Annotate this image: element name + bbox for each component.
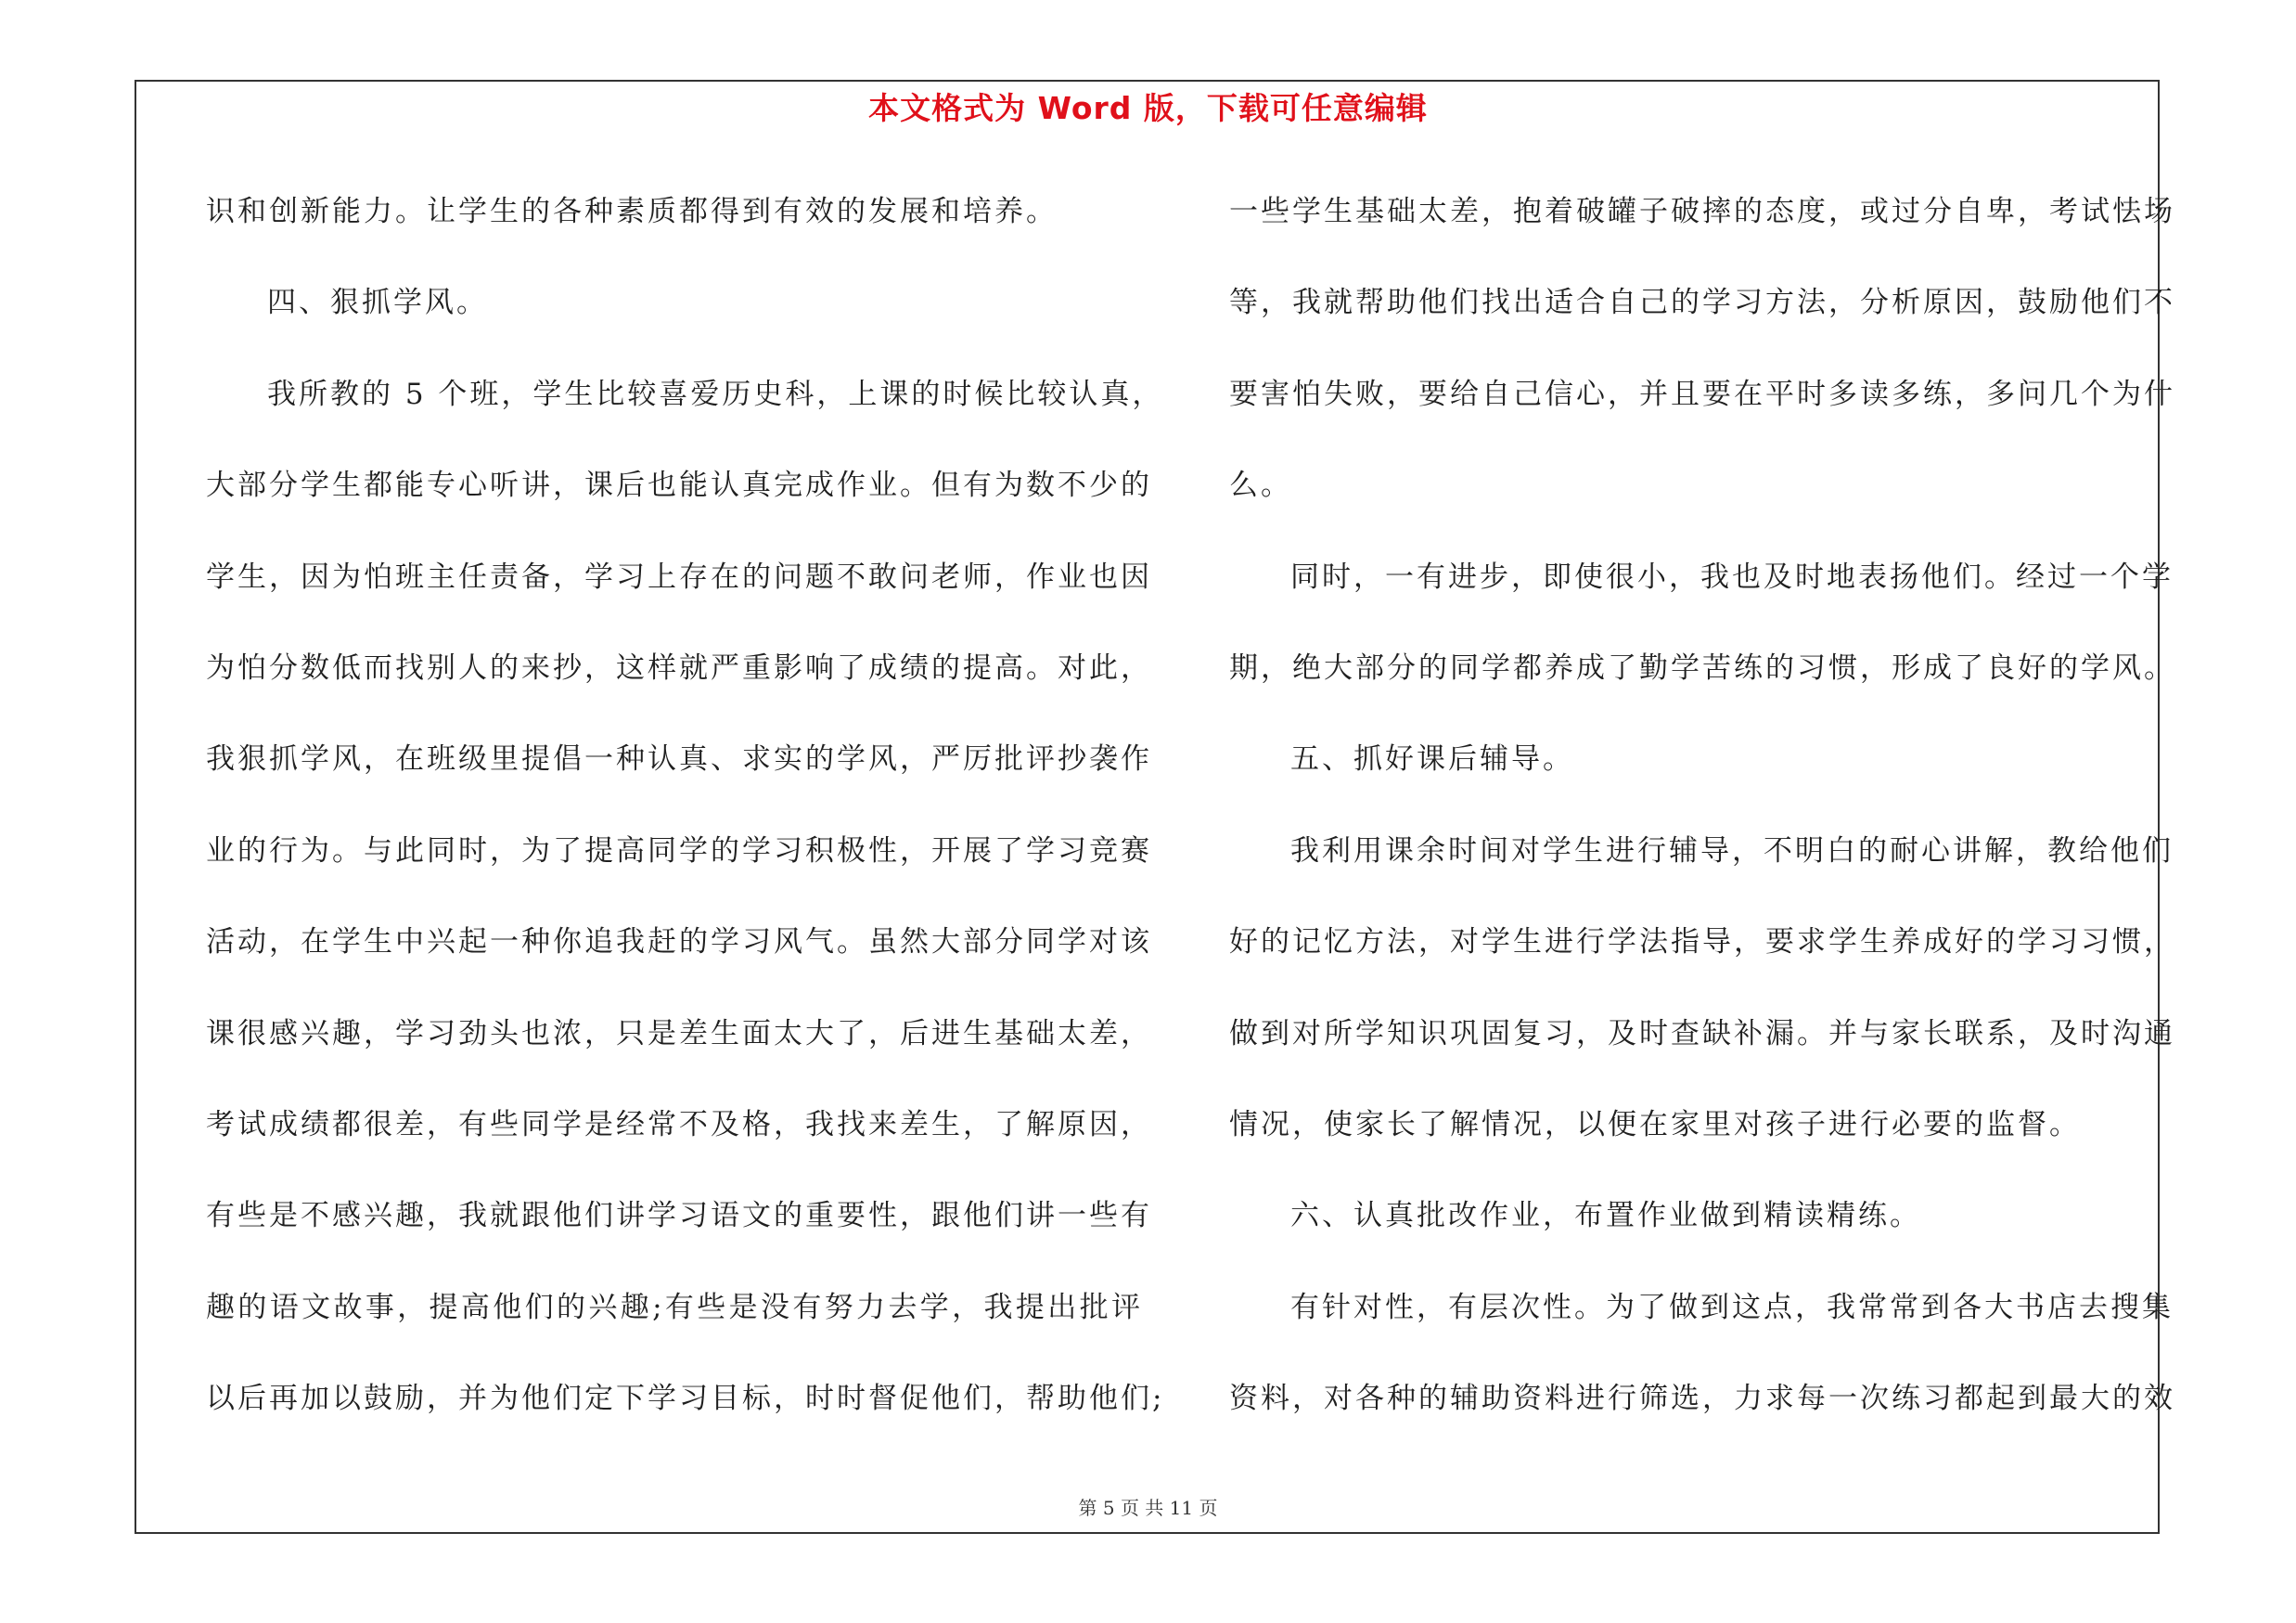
text-line: 期，绝大部分的同学都养成了勤学苦练的习惯，形成了良好的学风。 bbox=[1229, 650, 2175, 685]
text-line: 大部分学生都能专心听讲，课后也能认真完成作业。但有为数不少的 bbox=[206, 469, 1152, 503]
text-line: 六、认真批改作业，布置作业做到精读精练。 bbox=[1290, 1199, 1921, 1233]
text-line: 以后再加以鼓励，并为他们定下学习目标，时时督促他们，帮助他们; bbox=[206, 1382, 1165, 1416]
text-line: 同时，一有进步，即使很小，我也及时地表扬他们。经过一个学 bbox=[1290, 560, 2174, 594]
text-line: 做到对所学知识巩固复习，及时查缺补漏。并与家长联系，及时沟通 bbox=[1229, 1016, 2175, 1050]
left-text-column bbox=[206, 182, 1165, 1460]
text-line: 课很感兴趣，学习劲头也浓，只是差生面太大了，后进生基础太差， bbox=[206, 1016, 1152, 1050]
text-line: 四、狠抓学风。 bbox=[267, 286, 488, 320]
text-line: 资料，对各种的辅助资料进行筛选，力求每一次练习都起到最大的效 bbox=[1229, 1382, 2175, 1416]
text-line: 有针对性，有层次性。为了做到这点，我常常到各大书店去搜集 bbox=[1290, 1290, 2174, 1324]
text-line: 我所教的 5 个班，学生比较喜爱历史科，上课的时候比较认真， bbox=[267, 377, 1164, 411]
word-format-banner: 本文格式为 Word 版，下载可任意编辑 bbox=[868, 90, 1428, 126]
text-line: 活动，在学生中兴起一种你追我赶的学习风气。虽然大部分同学对该 bbox=[206, 925, 1152, 960]
text-line: 一些学生基础太差，抱着破罐子破摔的态度，或过分自卑，考试怯场 bbox=[1229, 195, 2175, 228]
text-line: 情况，使家长了解情况，以便在家里对孩子进行必要的监督。 bbox=[1229, 1107, 2081, 1141]
text-line: 好的记忆方法，对学生进行学法指导，要求学生养成好的学习习惯， bbox=[1229, 925, 2175, 960]
text-line: 我利用课余时间对学生进行辅导，不明白的耐心讲解，教给他们 bbox=[1290, 833, 2174, 868]
text-line: 趣的语文故事，提高他们的兴趣;有些是没有努力去学，我提出批评 bbox=[206, 1290, 1143, 1324]
text-line: 为怕分数低而找别人的来抄，这样就严重影响了成绩的提高。对此， bbox=[206, 650, 1152, 685]
text-line: 业的行为。与此同时，为了提高同学的学习积极性，开展了学习竞赛 bbox=[206, 833, 1152, 868]
text-line: 识和创新能力。让学生的各种素质都得到有效的发展和培养。 bbox=[206, 195, 1058, 228]
text-line: 五、抓好课后辅导。 bbox=[1290, 742, 1574, 777]
text-line: 要害怕失败，要给自己信心，并且要在平时多读多练，多问几个为什 bbox=[1229, 377, 2175, 411]
text-line: 学生，因为怕班主任责备，学习上存在的问题不敢问老师，作业也因 bbox=[206, 560, 1152, 594]
text-line: 等，我就帮助他们找出适合自己的学习方法，分析原因，鼓励他们不 bbox=[1229, 286, 2175, 320]
text-line: 我狠抓学风，在班级里提倡一种认真、求实的学风，严厉批评抄袭作 bbox=[206, 742, 1152, 777]
text-line: 考试成绩都很差，有些同学是经常不及格，我找来差生，了解原因， bbox=[206, 1107, 1152, 1141]
text-line: 有些是不感兴趣，我就跟他们讲学习语文的重要性，跟他们讲一些有 bbox=[206, 1199, 1152, 1233]
page-number: 第 5 页 共 11 页 bbox=[1078, 1497, 1218, 1519]
text-line: 么。 bbox=[1229, 469, 1292, 503]
right-text-column bbox=[1229, 182, 2175, 1460]
